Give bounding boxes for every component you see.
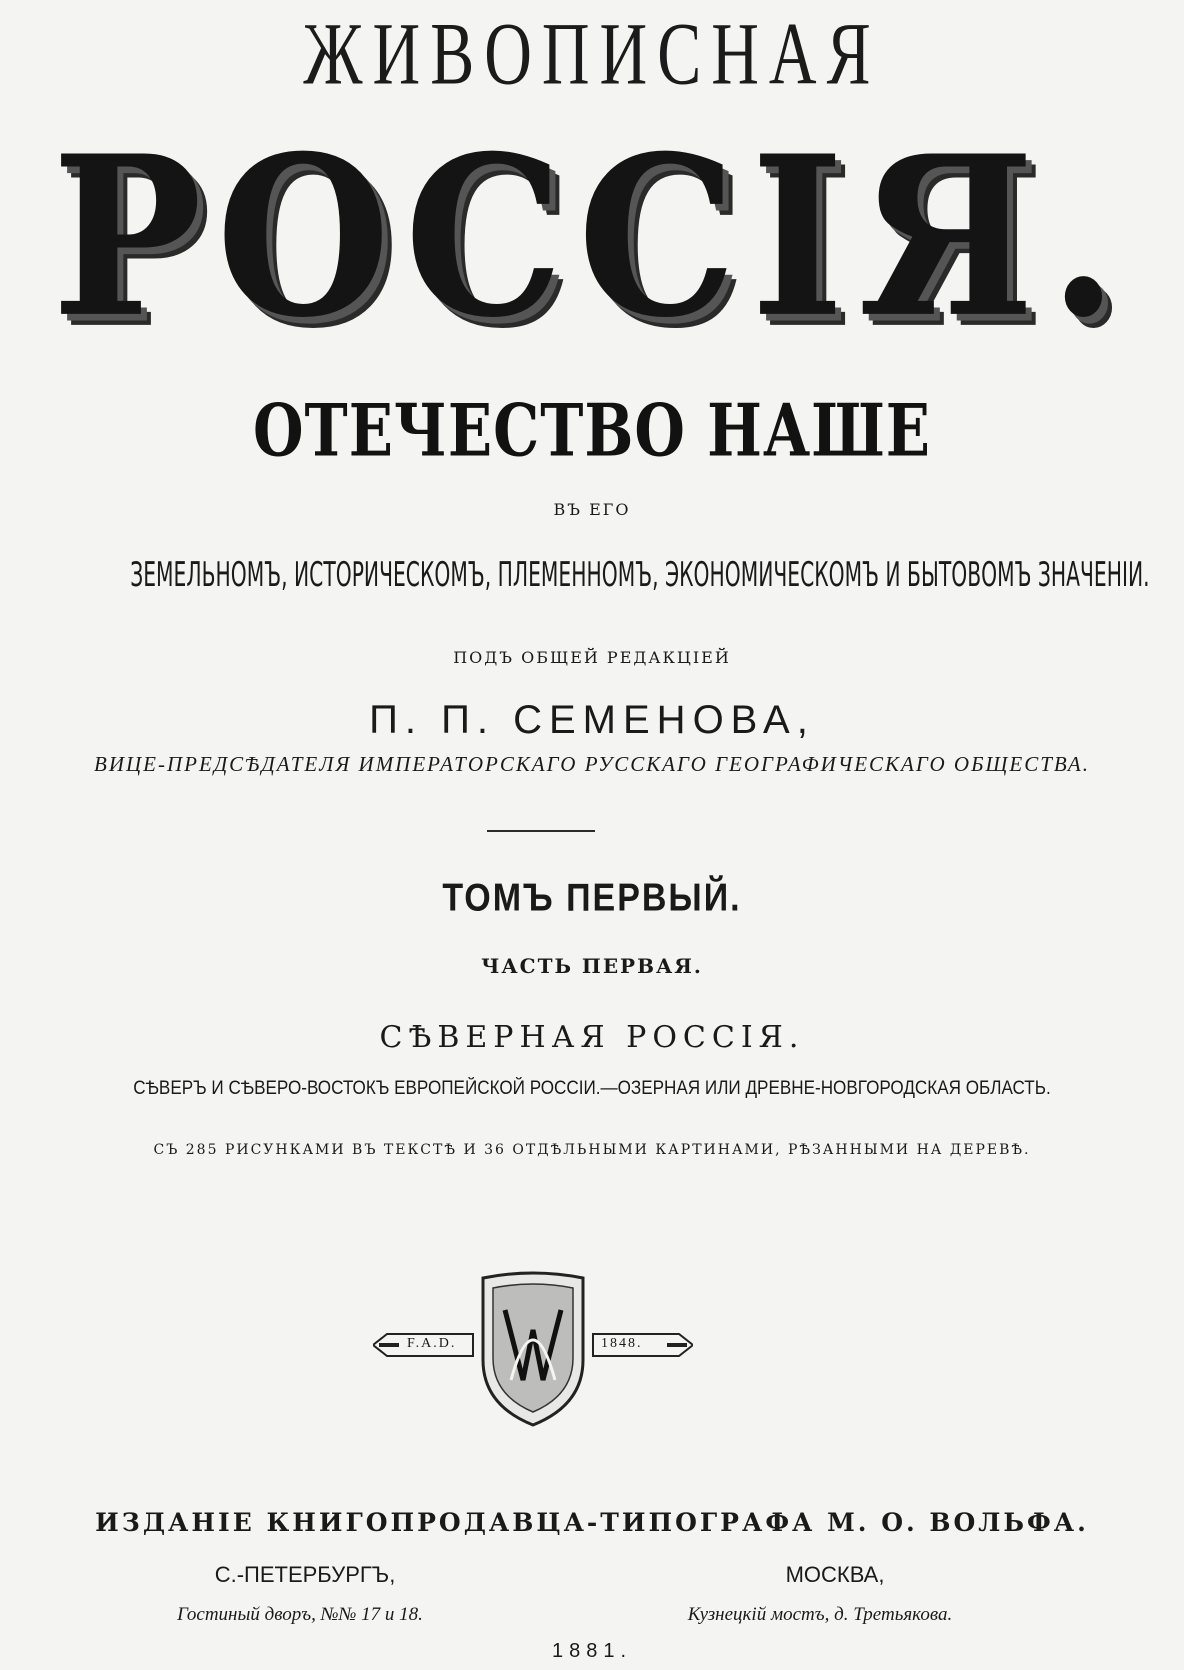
divider-rule xyxy=(487,830,595,832)
region-description: СѢВЕРЪ И СѢВЕРО-ВОСТОКЪ ЕВРОПЕЙСКОЙ РОССІИ.—ОЗЕРНАЯ ИЛИ ДРЕВНЕ-НОВГОРОДСКАЯ ОБЛАСТЬ. xyxy=(133,1078,1051,1099)
main-title: РОССІЯ. xyxy=(51,108,1133,367)
shield-monogram-icon xyxy=(473,1270,593,1430)
part-title: ЧАСТЬ ПЕРВАЯ. xyxy=(481,954,703,978)
editor-role: ВИЦЕ-ПРЕДСѢДАТЕЛЯ ИМПЕРАТОРСКАГО РУССКАГО ГЕОГРАФИЧЕСКАГО ОБЩЕСТВА. xyxy=(94,752,1090,776)
emblem-year: 1848. xyxy=(601,1336,643,1351)
emblem-initials: F.A.D. xyxy=(407,1336,457,1351)
address-moscow: Кузнецкій мостъ, д. Третьякова. xyxy=(687,1604,953,1625)
address-st-petersburg: Гостиный дворъ, №№ 17 и 18. xyxy=(177,1604,423,1625)
in-its-line: ВЪ ЕГО xyxy=(553,500,631,519)
meaning-line: ЗЕМЕЛЬНОМЪ, ИСТОРИЧЕСКОМЪ, ПЛЕМЕННОМЪ, ЭКОНОМИЧЕСКОМЪ И БЫТОВОМЪ ЗНАЧЕНІИ. xyxy=(130,556,1150,595)
under-editorship-line: ПОДЪ ОБЩЕЙ РЕДАКЦІЕЙ xyxy=(453,648,731,667)
publication-year: 1881. xyxy=(551,1640,633,1662)
city-moscow: МОСКВА, xyxy=(785,1562,885,1587)
city-st-petersburg: С.-ПЕТЕРБУРГЪ, xyxy=(214,1562,396,1587)
pre-title: ЖИВОПИСНАЯ xyxy=(303,5,881,104)
illustrations-note: СЪ 285 РИСУНКАМИ ВЪ ТЕКСТѢ И 36 ОТДѢЛЬНЫМИ КАРТИНАМИ, РѢЗАННЫМИ НА ДЕРЕВѢ. xyxy=(153,1142,1031,1158)
editor-name: П. П. СЕМЕНОВА, xyxy=(369,698,815,742)
publisher-emblem xyxy=(373,1270,693,1430)
subtitle: ОТЕЧЕСТВО НАШЕ xyxy=(253,388,931,473)
region-title: СѢВЕРНАЯ РОССІЯ. xyxy=(379,1020,805,1055)
publisher-line: ИЗДАНІЕ КНИГОПРОДАВЦА-ТИПОГРАФА М. О. ВОЛЬФА. xyxy=(95,1508,1089,1537)
volume-title: ТОМЪ ПЕРВЫЙ. xyxy=(442,876,742,920)
